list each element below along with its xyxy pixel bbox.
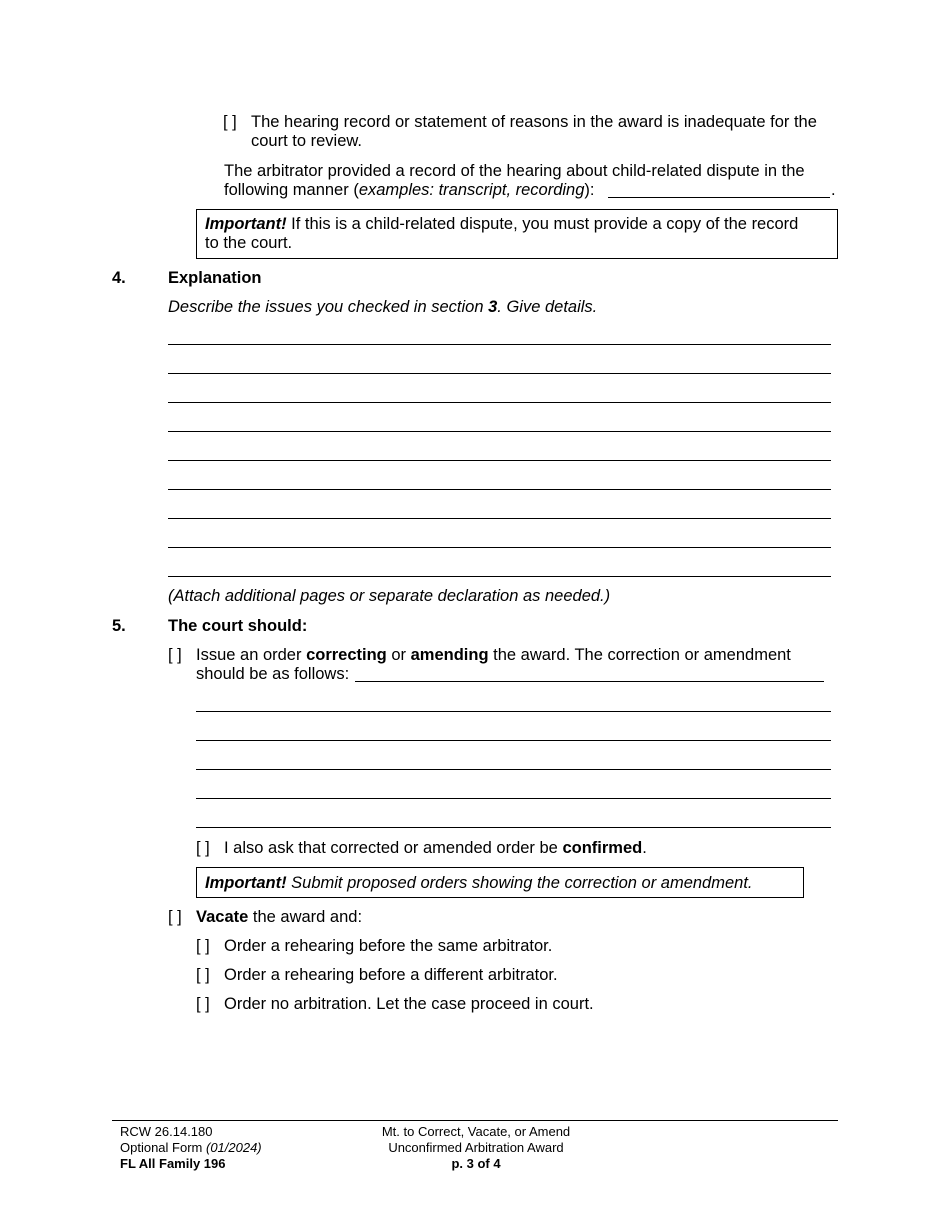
- correction-line[interactable]: [196, 711, 831, 712]
- explanation-line[interactable]: [168, 576, 831, 577]
- vacate-label: Vacate: [196, 908, 249, 926]
- confirm-checkbox[interactable]: [ ]: [196, 839, 210, 857]
- section4-instruction: [168, 298, 597, 317]
- important-record-text: If this is a child-related dispute, you must provide a copy of the record: [286, 215, 799, 233]
- correct-text-amending: amending: [410, 646, 489, 664]
- footer-divider: [112, 1120, 838, 1121]
- inadequate-record-checkbox[interactable]: [ ]: [223, 113, 237, 131]
- footer-form-number: FL All Family 196: [120, 1156, 226, 1171]
- explanation-line[interactable]: [168, 489, 831, 490]
- confirm-text-confirmed: confirmed: [562, 839, 643, 857]
- record-provided-text-a: following manner (: [224, 181, 359, 199]
- correct-text-or: or: [386, 646, 411, 664]
- correct-text-correcting: correcting: [306, 646, 387, 664]
- correction-line[interactable]: [196, 798, 831, 799]
- record-manner-input[interactable]: [608, 197, 830, 198]
- important-record-line2: to the court.: [205, 234, 293, 252]
- correction-line[interactable]: [196, 769, 831, 770]
- explanation-line[interactable]: [168, 402, 831, 403]
- correction-line[interactable]: [196, 740, 831, 741]
- section5-title: The court should:: [168, 617, 308, 635]
- confirm-text-period: .: [642, 839, 647, 857]
- confirm-text: [224, 839, 647, 858]
- record-provided-text-line2: [224, 181, 595, 200]
- footer-form-title-2: Unconfirmed Arbitration Award: [388, 1140, 564, 1155]
- vacate-text-b: the award and:: [248, 908, 363, 926]
- record-provided-text-c: ):: [584, 181, 595, 199]
- rehearing-same-text: Order a rehearing before the same arbitrator.: [224, 937, 553, 955]
- correct-text-a: Issue an order: [196, 646, 307, 664]
- important-label: Important!: [205, 874, 287, 892]
- rehearing-different-checkbox[interactable]: [ ]: [196, 966, 210, 984]
- inadequate-record-text-line1: The hearing record or statement of reasons in the award is inadequate for the: [251, 113, 817, 131]
- section4-instruction-a: Describe the issues you checked in section: [168, 298, 489, 316]
- explanation-line[interactable]: [168, 431, 831, 432]
- explanation-line[interactable]: [168, 344, 831, 345]
- footer-optional-form: [120, 1140, 262, 1156]
- confirm-text-a: I also ask that corrected or amended order be: [224, 839, 563, 857]
- record-manner-period: .: [831, 181, 836, 199]
- no-arbitration-text: Order no arbitration. Let the case proceed in court.: [224, 995, 594, 1013]
- section4-number: 4.: [112, 269, 126, 287]
- footer-optional-form-a: Optional Form: [120, 1140, 206, 1155]
- explanation-line[interactable]: [168, 547, 831, 548]
- attach-note: (Attach additional pages or separate declaration as needed.): [168, 587, 611, 605]
- correct-amend-text-line1: [196, 646, 791, 665]
- correct-amend-checkbox[interactable]: [ ]: [168, 646, 182, 664]
- explanation-line[interactable]: [168, 373, 831, 374]
- rehearing-same-checkbox[interactable]: [ ]: [196, 937, 210, 955]
- vacate-text: [196, 908, 362, 927]
- section5-number: 5.: [112, 617, 126, 635]
- correct-amend-text-line2: should be as follows:: [196, 665, 350, 683]
- correction-line[interactable]: [196, 827, 831, 828]
- footer-form-title-1: Mt. to Correct, Vacate, or Amend: [381, 1124, 571, 1139]
- no-arbitration-checkbox[interactable]: [ ]: [196, 995, 210, 1013]
- important-orders-text: [205, 874, 753, 893]
- important-record-line1: [205, 215, 798, 234]
- footer-rcw: RCW 26.14.180: [120, 1124, 213, 1139]
- section4-title: Explanation: [168, 269, 262, 287]
- correction-input-line[interactable]: [355, 681, 824, 682]
- explanation-line[interactable]: [168, 460, 831, 461]
- record-provided-text-line1: The arbitrator provided a record of the hearing about child-related dispute in the: [224, 162, 805, 180]
- important-label: Important!: [205, 215, 287, 233]
- footer-form-date: (01/2024): [205, 1140, 262, 1155]
- important-orders-body: Submit proposed orders showing the correction or amendment.: [286, 874, 753, 892]
- footer-page-number: p. 3 of 4: [451, 1156, 501, 1171]
- rehearing-different-text: Order a rehearing before a different arbitrator.: [224, 966, 558, 984]
- explanation-line[interactable]: [168, 518, 831, 519]
- section4-instruction-section-ref: 3: [488, 298, 498, 316]
- inadequate-record-text-line2: court to review.: [251, 132, 362, 150]
- record-provided-examples: examples: transcript, recording: [358, 181, 585, 199]
- vacate-checkbox[interactable]: [ ]: [168, 908, 182, 926]
- section4-instruction-c: . Give details.: [497, 298, 598, 316]
- correct-text-e: the award. The correction or amendment: [488, 646, 791, 664]
